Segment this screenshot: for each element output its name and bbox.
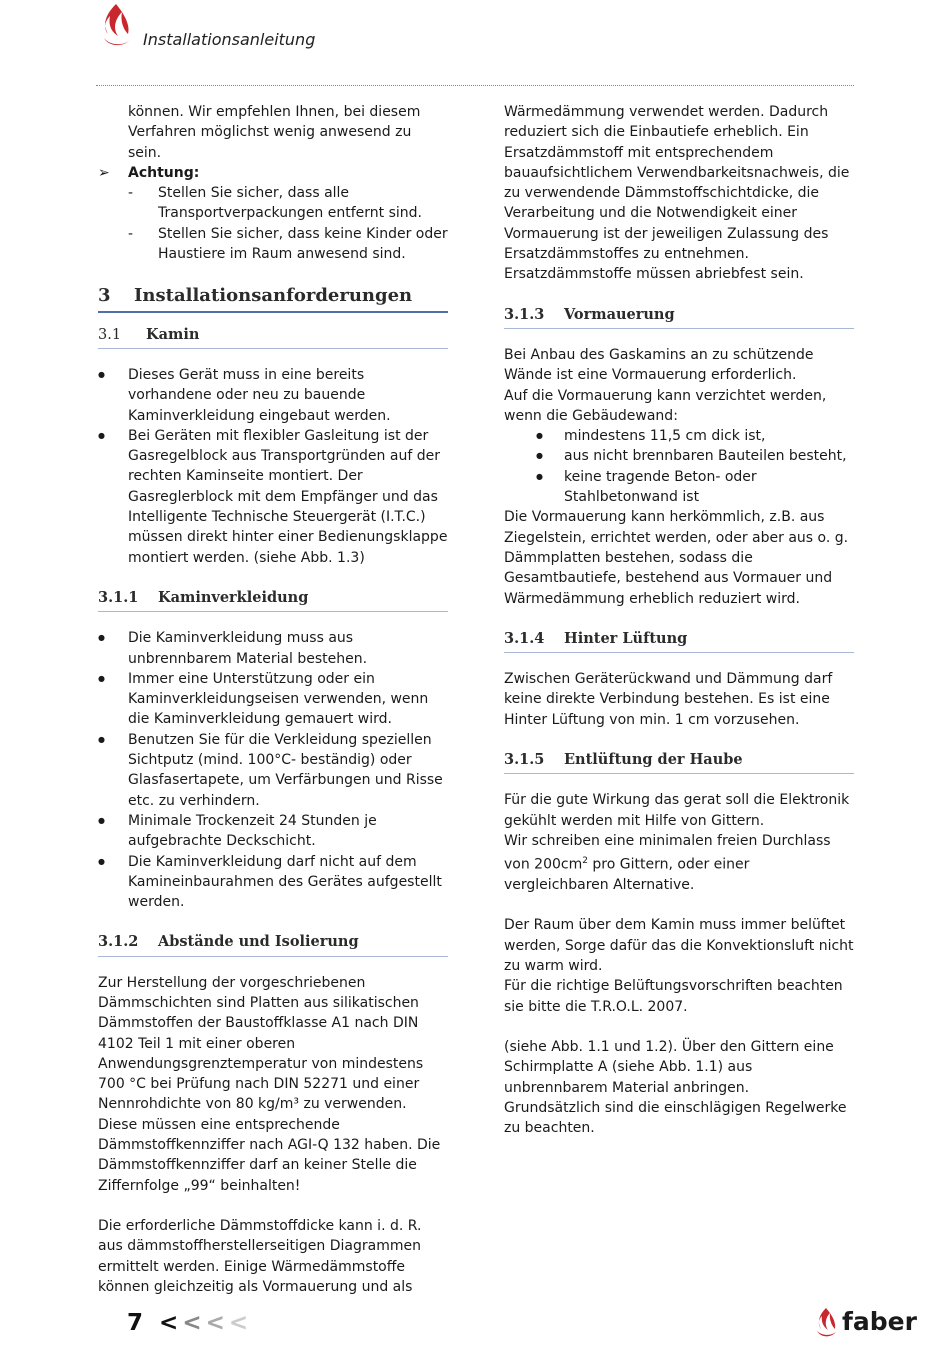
paragraph: Wärmedämmung verwendet werden. Dadurch reduziert sich die Einbautiefe erheblich. Ein Ersatzdämmstoff mit entsprechendem bauaufsichtlichem Verwendbarkeitsnachweis, die zu verwendende Dämmstoffschichtdicke, die Verarbeitung und die Notwendigkeit einer Vormauerung ist der jeweiligen Zulassung des Ersatzdämmstoffes zu entnehmen. bbox=[504, 104, 850, 263]
paragraph: Die Vormauerung kann herkömmlich, z.B. aus Ziegelstein, errichtet werden, oder aber aus o. g. Dämmplatten bestehen, sodass die Gesamtbautiefe, bestehend aus Vormauer und Wärmedämmung erheblich reduziert wird. bbox=[504, 509, 849, 607]
list-item: ● Die Kaminverkleidung darf nicht auf dem Kamineinbaurahmen des Gerätes aufgestellt werden. bbox=[98, 852, 448, 913]
list-item: ● Benutzen Sie für die Verkleidung speziellen Sichtputz (mind. 100°C- beständig) oder Glasfasertapete, um Verfärbungen und Risse etc. zu verhindern. bbox=[98, 730, 448, 811]
paragraph: Ersatzdämmstoffe müssen abriebfest sein. bbox=[504, 266, 804, 283]
paragraph: Grundsätzlich sind die einschlägigen Regelwerke zu beachten. bbox=[504, 1099, 847, 1137]
list-item: ● keine tragende Beton- oder Stahlbetonwand ist bbox=[504, 467, 854, 508]
section-title: Vormauerung bbox=[564, 305, 675, 323]
left-column bbox=[98, 102, 448, 1297]
section-number: 3.1 bbox=[98, 326, 122, 343]
section-heading-3-1-4 bbox=[504, 629, 854, 653]
page-header bbox=[98, 0, 858, 86]
section-number: 3.1.1 bbox=[98, 588, 139, 606]
section-heading-3-1-2 bbox=[98, 932, 448, 956]
intro-line: können. Wir empfehlen Ihnen, bei diesem bbox=[128, 104, 421, 120]
paragraph: Der Raum über dem Kamin muss immer belüftet werden, Sorge dafür das die Konvektionsluft nicht zu warm wird. bbox=[504, 917, 854, 975]
paragraph: Für die richtige Belüftungsvorschriften beachten sie bitte die T.R.O.L. 2007. bbox=[504, 978, 843, 1015]
intro-line: Verfahren möglichst wenig anwesend zu sein. bbox=[128, 124, 412, 161]
list-item: ● Die Kaminverkleidung muss aus unbrennbarem Material bestehen. bbox=[98, 628, 448, 669]
section-title: Entlüftung der Haube bbox=[564, 751, 743, 769]
list-item: ● Bei Geräten mit flexibler Gasleitung ist der Gasregelblock aus Transportgründen auf der rechten Kaminseite montiert. Der Gasreglerblock mit dem Empfänger und das Intelligente Technische Steuergerät (I.T.C.) müssen direkt hinter einer Bedienungsklappe montiert werden. (siehe Abb. 1.3) bbox=[98, 426, 448, 568]
arrow-icon: < bbox=[182, 1310, 206, 1336]
section-title: Hinter Lüftung bbox=[564, 629, 688, 647]
brand-logo bbox=[812, 1305, 917, 1341]
right-column bbox=[504, 102, 854, 1138]
section-heading-3-1-3 bbox=[504, 305, 854, 329]
header-title: Installationsanleitung bbox=[143, 30, 316, 49]
section-title: Kamin bbox=[146, 325, 200, 343]
list-item: ● aus nicht brennbaren Bauteilen besteht, bbox=[504, 446, 854, 466]
section-number: 3.1.5 bbox=[504, 751, 545, 769]
flame-logo-icon bbox=[98, 2, 134, 50]
section-number: 3.1.3 bbox=[504, 305, 545, 323]
paragraph: Die erforderliche Dämmstoffdicke kann i. d. R. aus dämmstoffherstellerseitigen Diagrammen ermittelt werden. Einige Wärmedämmstoffe können gleichzeitig als Vormauerung und als bbox=[98, 1217, 422, 1295]
section-heading-3 bbox=[98, 286, 448, 312]
paragraph: Bei Anbau des Gaskamins an zu schützende Wände ist eine Vormauerung erforderlich. bbox=[504, 346, 814, 384]
section-heading-3-1 bbox=[98, 325, 448, 349]
list-item: ● mindestens 11,5 cm dick ist, bbox=[504, 426, 854, 446]
brand-name: faber bbox=[842, 1307, 917, 1336]
paragraph: (siehe Abb. 1.1 und 1.2). Über den Gittern eine Schirmplatte A (siehe Abb. 1.1) aus unbrennbarem Material anbringen. bbox=[504, 1038, 834, 1096]
header-divider bbox=[96, 85, 854, 86]
list-item: ● Minimale Trockenzeit 24 Stunden je aufgebrachte Deckschicht. bbox=[98, 811, 448, 852]
paragraph: Zur Herstellung der vorgeschriebenen Dämmschichten sind Platten aus silikatischen Dämmstoffen der Baustoffklasse A1 nach DIN 4102 Teil 1 mit einer oberen Anwendungsgrenztemperatur von mindestens 700 °C bei Prüfung nach DIN 52271 und einer Nennrohdichte von 80 kg/m³ zu verwenden. bbox=[98, 974, 424, 1113]
page-number-value: 7 bbox=[127, 1310, 148, 1336]
text-span: pro Gittern, oder einer vergleichbaren Alternative. bbox=[504, 856, 750, 894]
kamin-list bbox=[98, 365, 448, 568]
attention-label: ➢ Achtung: bbox=[98, 163, 448, 183]
arrow-icon: < bbox=[159, 1310, 183, 1336]
paragraph: Diese müssen eine entsprechende Dämmstoffkennziffer nach AGI-Q 132 haben. Die Dämmstoffkennziffer darf an keiner Stelle die Ziffernfolge „99“ beinhalten! bbox=[98, 1116, 441, 1194]
section-number: 3.1.2 bbox=[98, 933, 139, 951]
brand-flame-icon bbox=[814, 1307, 838, 1339]
superscript: 2 bbox=[582, 856, 588, 867]
section-title: Abstände und Isolierung bbox=[158, 933, 359, 951]
section-heading-3-1-5 bbox=[504, 750, 854, 774]
attention-item: - Stellen Sie sicher, dass alle Transportverpackungen entfernt sind. bbox=[98, 183, 448, 224]
paragraph: Zwischen Geräterückwand und Dämmung darf keine direkte Verbindung bestehen. Es ist eine Hinter Lüftung von min. 1 cm vorzusehen. bbox=[504, 671, 833, 728]
section-heading-3-1-1 bbox=[98, 588, 448, 612]
list-item: ● Immer eine Unterstützung oder ein Kaminverkleidungseisen verwenden, wenn die Kaminverkleidung gemauert wird. bbox=[98, 669, 448, 730]
arrow-icon: < bbox=[228, 1310, 253, 1336]
paragraph: Für die gute Wirkung das gerat soll die Elektronik gekühlt werden mit Hilfe von Gittern. bbox=[504, 792, 850, 829]
attention-item: - Stellen Sie sicher, dass keine Kinder oder Haustiere im Raum anwesend sind. bbox=[98, 224, 448, 265]
kaminverkleidung-list bbox=[98, 628, 448, 912]
section-title: Installationsanforderungen bbox=[134, 285, 413, 307]
vormauerung-conditions-list bbox=[504, 426, 854, 507]
section-number: 3.1.4 bbox=[504, 629, 545, 647]
arrow-icon: < bbox=[205, 1310, 229, 1336]
text-span: Wir schreiben eine minimalen freien Durchlass von 200cm bbox=[504, 832, 831, 873]
paragraph: Auf die Vormauerung kann verzichtet werden, wenn die Gebäudewand: bbox=[504, 387, 827, 424]
list-item: ● Dieses Gerät muss in eine bereits vorhandene oder neu zu bauende Kaminverkleidung eingebaut werden. bbox=[98, 365, 448, 426]
section-number: 3 bbox=[98, 285, 111, 307]
section-title: Kaminverkleidung bbox=[158, 588, 309, 606]
page-number bbox=[127, 1310, 252, 1336]
paragraph bbox=[504, 831, 854, 896]
